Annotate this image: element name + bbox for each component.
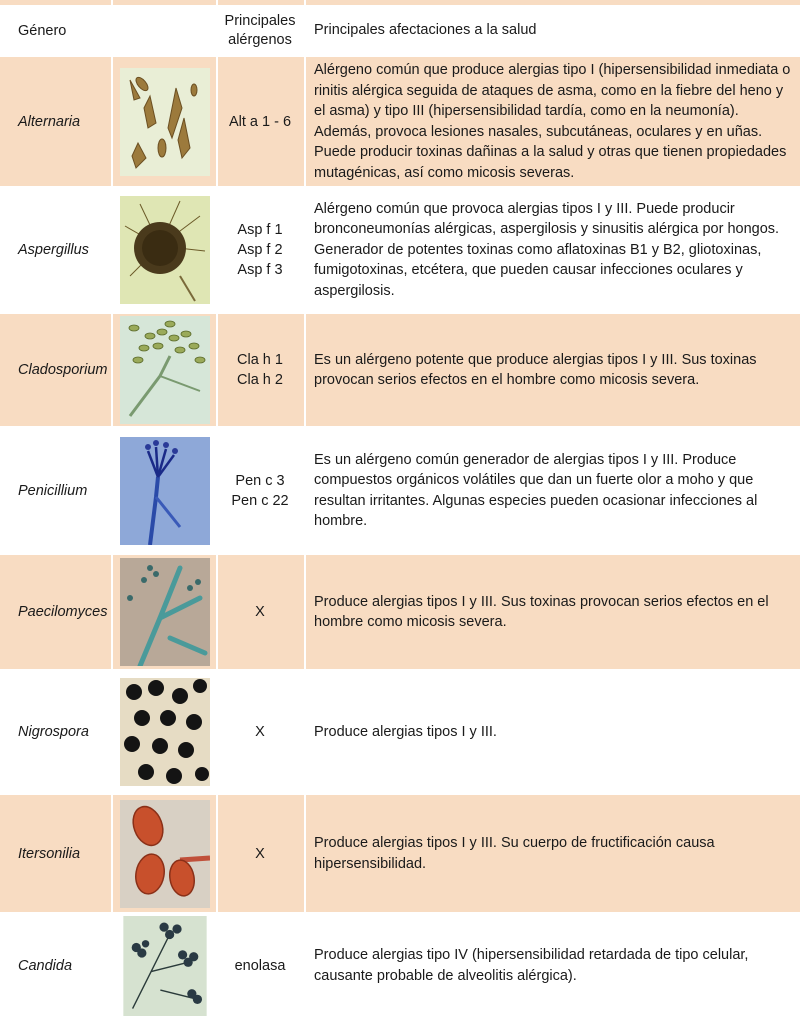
table-row — [0, 794, 800, 913]
genus-name: Itersonilia — [18, 845, 81, 862]
candida-micrograph — [113, 913, 217, 1018]
penicillium-micrograph — [113, 427, 217, 554]
nigrospora-micrograph — [113, 670, 217, 794]
allergen-list: enolasa — [234, 957, 286, 974]
genus-name: Aspergillus — [18, 242, 89, 258]
aspergillus-micrograph — [113, 187, 217, 313]
row-divider — [0, 312, 800, 314]
allergen-list: Cla h 1 Cla h 2 — [237, 352, 283, 388]
cladosporium-micrograph — [113, 313, 217, 427]
row-divider — [0, 186, 800, 188]
table-row — [0, 670, 800, 794]
health-effects: Produce alergias tipos I y III. Sus toxinas provocan serios efectos en el hombre como micosis severa. — [314, 593, 769, 630]
paecilomyces-micrograph — [113, 554, 217, 670]
header-allergens: Principales alérgenos — [224, 12, 296, 48]
genus-name: Candida — [18, 957, 73, 974]
health-effects: Produce alergias tipos I y III. Su cuerpo de fructificación causa hipersensibilidad. — [314, 835, 715, 872]
allergen-list: Alt a 1 - 6 — [228, 113, 292, 130]
row-divider — [0, 912, 800, 914]
table-row — [0, 913, 800, 1018]
genus-name: Penicillium — [18, 482, 88, 499]
health-effects: Es un alérgeno potente que produce alergias tipos I y III. Sus toxinas provocan serios efectos en el hombre como micosis severa. — [314, 351, 757, 388]
row-divider — [0, 553, 800, 555]
allergen-list: X — [255, 845, 265, 862]
genus-name: Paecilomyces — [18, 604, 108, 620]
column-divider — [111, 0, 113, 1018]
row-divider — [0, 669, 800, 671]
health-effects: Alérgeno común que provoca alergias tipos I y III. Puede producir bronconeumonías alérgicas, aspergilosis y sinusitis alérgica por hongos. Generador de potentes toxinas como aflatoxinas B1 y B2, gliotoxinas, fumigotoxinas, etcétera, que pueden causar infecciones oculares y aspergilosis. — [314, 200, 780, 299]
row-divider — [0, 793, 800, 795]
health-effects: Alérgeno común que produce alergias tipo I (hipersensibilidad inmediata o rinitis alérgica seguida de ataques de asma, como en la fiebre del heno y el asma) y tipo III (hipersensibilidad tardía, como en la neumonía). Además, provoca lesiones nasales, subcutáneas, oculares y en uñas. Puede producir toxinas dañinas a la salud y otras que tienen propiedades mutagénicas, así como micosis severas. — [314, 62, 791, 181]
health-effects: Es un alérgeno común generador de alergias tipos I y III. Produce compuestos orgánicos volátiles que dan un fuerte olor a moho y que resultan irritantes. Algunas especies pueden ocasionar infecciones al hombre. — [314, 451, 758, 529]
health-effects: Produce alergias tipo IV (hipersensibilidad retardada de tipo celular, causante probable de alveolitis alérgica). — [314, 947, 749, 984]
header-genus: Género — [18, 22, 67, 39]
column-divider — [216, 0, 218, 1018]
alternaria-micrograph — [113, 56, 217, 187]
table-row — [0, 554, 800, 670]
genus-name: Cladosporium — [18, 362, 108, 378]
table-row — [0, 187, 800, 313]
itersonilia-micrograph — [113, 794, 217, 913]
row-divider — [0, 426, 800, 428]
column-divider — [304, 0, 306, 1018]
genus-name: Nigrospora — [18, 724, 89, 740]
allergen-list: Pen c 3 Pen c 22 — [231, 472, 289, 509]
allergen-list: Asp f 1 Asp f 2 Asp f 3 — [237, 222, 283, 278]
table-row — [0, 313, 800, 427]
allergen-list: X — [255, 604, 265, 620]
header-effects: Principales afectaciones a la salud — [314, 22, 537, 39]
table-row — [0, 56, 800, 187]
allergen-list: X — [255, 724, 265, 740]
table-header-row — [0, 5, 800, 56]
genus-name: Alternaria — [18, 113, 81, 130]
health-effects: Produce alergias tipos I y III. — [314, 723, 497, 740]
row-divider — [0, 55, 800, 57]
table-row — [0, 427, 800, 554]
